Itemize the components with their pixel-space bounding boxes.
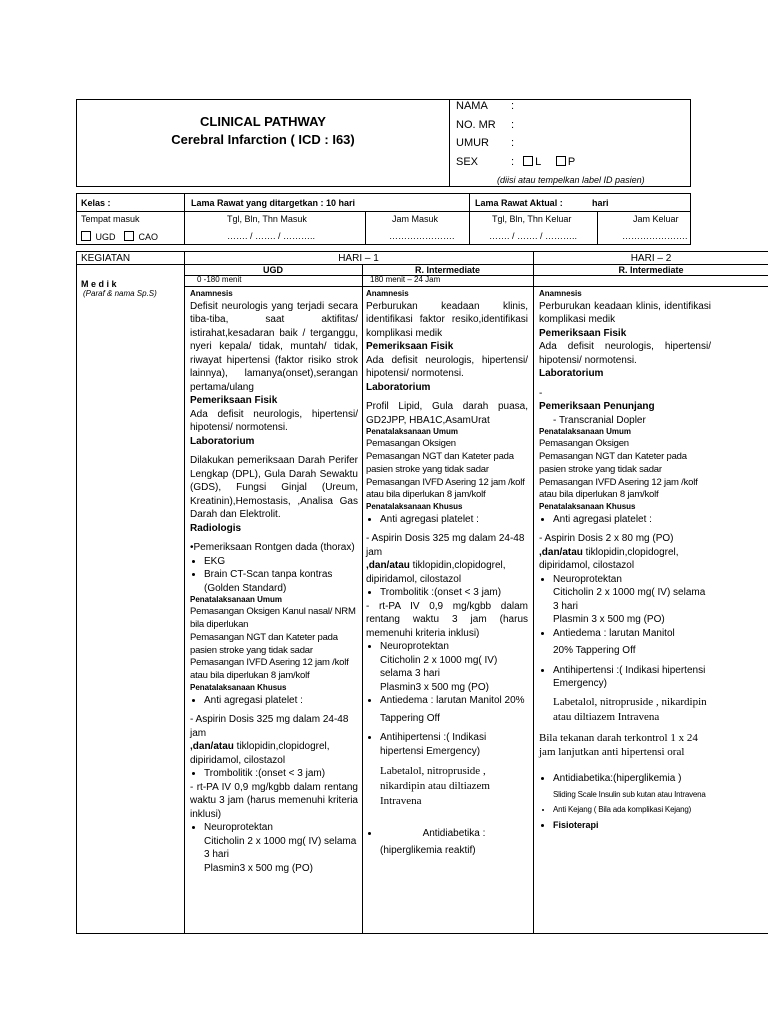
cao-checkbox[interactable] — [124, 231, 134, 241]
tgl-keluar-label: Tgl, Bln, Thn Keluar — [492, 214, 572, 224]
paraf-label: (Paraf & nama Sp.S) — [83, 289, 157, 298]
hari1-header: HARI – 1 — [338, 253, 379, 264]
pu-item: Pemasangan Oksigen Kanul nasal/ NRM bila diperlukan — [190, 606, 356, 630]
tgl-keluar-input[interactable]: ……. / ……. / ……….. — [489, 231, 578, 241]
tgl-masuk-label: Tgl, Bln, Thn Masuk — [227, 214, 307, 224]
tempat-options: UGD CAO — [81, 231, 158, 242]
lab-text: Profil Lipid, Gula darah puasa, GD2JPP, HBA1C,AsamUrat — [366, 401, 528, 426]
header-divider — [449, 100, 450, 186]
aspirin-text: - Aspirin Dosis 325 mg dalam 24-48 jam — [366, 533, 525, 558]
radiologis-heading: Radiologis — [190, 522, 242, 534]
hari2-header: HARI – 2 — [630, 253, 672, 264]
plasmin-text: Plasmin3 x 500 mg (PO) — [380, 681, 489, 693]
ugd-header: UGD — [263, 265, 283, 275]
tgl-masuk-input[interactable]: ……. / ……. / ……….. — [227, 231, 316, 241]
time-rint: 180 menit – 24 Jam — [370, 275, 441, 284]
anamnesis-heading: Anamnesis — [366, 289, 409, 298]
pu-item: Pemasangan Oksigen — [539, 438, 629, 450]
pemfis-text: Ada defisit neurologis, hipertensi/ hipotensi/ normotensi. — [366, 354, 528, 380]
lab-heading: Laboratorium — [366, 381, 431, 393]
lab-heading: Laboratorium — [190, 435, 255, 447]
pemfis-heading: Pemeriksaan Fisik — [366, 341, 454, 353]
pu-item: Pemasangan NGT dan Kateter pada pasien stroke yang tidak sadar — [190, 631, 338, 656]
plasmin-text: Plasmin 3 x 500 mg (PO) — [553, 614, 665, 626]
antidiab-item: • Antidiabetika:(hiperglikemia ) — [553, 772, 711, 786]
pemfis-text: Ada defisit neurologis, hipertensi/ hipotensi/ normotensi. — [190, 408, 358, 434]
anamnesis-heading: Anamnesis — [539, 289, 582, 298]
aspirin-text: - Aspirin Dosis 325 mg dalam 24-48 jam — [190, 714, 349, 739]
plasmin-text: Plasmin3 x 500 mg (PO) — [204, 862, 313, 874]
lab-heading: Laboratorium — [539, 368, 604, 380]
field-nama[interactable]: NAMA : — [456, 100, 515, 112]
anamnesis-text: Perburukan keadaan klinis, identifikasi faktor resiko,identifikasi komplikasi medik — [366, 300, 528, 339]
anamnesis-text: Defisit neurologis yang terjadi secara tiba-tiba, saat aktifitas/ istirahat,kesadaran baik / terganggu, nyeri kepala/ tidak, muntah/ tidak, riwayat hipertensi (faktor risiko strok lainnya), lamanya(onset),serangan pertama/ulang — [190, 300, 358, 393]
patient-header — [76, 99, 691, 187]
field-sex: SEX : L P — [456, 156, 576, 168]
tiklo-text: ,dan/atau tiklopidin,clopidogrel, dipiridamol, cilostazol — [190, 741, 330, 766]
pemfis-heading: Pemeriksaan Fisik — [539, 327, 627, 339]
jam-keluar-input[interactable]: …………………. — [622, 231, 688, 241]
ugd-checkbox[interactable] — [81, 231, 91, 241]
tapering-text: Tappering Off — [380, 712, 440, 724]
lab-dash: - — [539, 387, 543, 399]
rint-header: R. Intermediate — [414, 265, 481, 275]
neuro-item: • Neuroprotektan — [204, 821, 358, 835]
pk-heading: Penatalaksanaan Khusus — [366, 502, 463, 512]
aspirin-text: - Aspirin Dosis 2 x 80 mg (PO) — [539, 533, 674, 545]
pk-item: • Anti agregasi platelet : — [553, 513, 711, 527]
neuro-item: • Neuroprotektan — [553, 573, 711, 587]
trombo-item: • Trombolitik :(onset < 3 jam) — [204, 767, 358, 781]
jam-masuk-input[interactable]: …………………. — [389, 231, 455, 241]
pk-item: • Anti agregasi platelet : — [204, 694, 358, 708]
field-no-mr[interactable]: NO. MR : — [456, 119, 515, 131]
labetalol-text: Labetalol, nitropruside , nikardipin atau diltiazem Intravena — [553, 695, 707, 723]
citi-text: Citicholin 2 x 1000 mg( IV) selama 3 hari — [204, 835, 357, 861]
jam-keluar-label: Jam Keluar — [633, 214, 679, 224]
antihip-item: • Antihipertensi :( Indikasi hipertensi Emergency) — [553, 664, 711, 691]
sex-l-checkbox[interactable] — [523, 156, 533, 166]
pathway-title: CLINICAL PATHWAY — [200, 114, 326, 129]
fisio-item: • Fisioterapi — [553, 819, 711, 831]
pathway-table — [76, 251, 768, 934]
pathway-subtitle: Cerebral Infarction ( ICD : I63) — [171, 132, 355, 147]
medik-label: M e d i k — [81, 279, 117, 289]
antidiab-text: (hiperglikemia reaktif) — [380, 845, 476, 857]
pemfis-text: Ada defisit neurologis, hipertensi/ hipotensi/ normotensi. — [539, 341, 711, 366]
rint2-header: R. Intermediate — [618, 265, 684, 275]
rint2-column — [539, 289, 711, 832]
bila-text: Bila tekanan darah terkontrol 1 x 24 jam lanjutkan anti hipertensi oral — [539, 731, 698, 759]
labetalol-text: Labetalol, nitropruside , nikardipin atau diltiazem Intravena — [380, 765, 490, 808]
antihip-item: • Antihipertensi :( Indikasi hipertensi Emergency) — [380, 731, 528, 758]
rtpa-text: - rt-PA IV 0,9 mg/kgbb dalam rentang waktu 3 jam (harus memenuhi kriteria inklusi) — [190, 781, 358, 820]
tiklo-text: ,dan/atau tiklopidin,clopidogrel, dipiridamol, cilostazol — [366, 560, 506, 585]
pu-item: Pemasangan NGT dan Kateter pada pasien stroke yang tidak sadar — [539, 450, 687, 475]
hari-label: hari — [592, 198, 609, 208]
jam-masuk-label: Jam Masuk — [392, 214, 439, 224]
rtpa-text: - rt-PA IV 0,9 mg/kgbb dalam rentang waktu 3 jam (harus memenuhi kriteria inklusi) — [366, 600, 528, 639]
tcd-text: - Transcranial Dopler — [553, 414, 646, 426]
pemfis-heading: Pemeriksaan Fisik — [190, 395, 278, 407]
pu-item: Pemasangan IVFD Asering 12 jam /kolf atau bila diperlukan 8 jam/kolf — [190, 657, 349, 682]
sliding-text: Sliding Scale Insulin sub kutan atau Intravena — [553, 789, 706, 799]
pu-item: Pemasangan NGT dan Kateter pada pasien stroke yang tidak sadar — [366, 450, 514, 475]
tempat-masuk-label: Tempat masuk — [81, 214, 140, 224]
rad-item: • Brain CT-Scan tanpa kontras (Golden Standard) — [204, 568, 358, 595]
admission-info — [76, 193, 691, 245]
citi-text: Citicholin 2 x 1000 mg( IV) selama 3 hari — [553, 587, 706, 612]
kejang-item: • Anti Kejang ( Bila ada komplikasi Kejang) — [553, 805, 711, 816]
kelas-label: Kelas : — [81, 198, 111, 208]
citi-text: Citicholin 2 x 1000 mg( IV) selama 3 hari — [380, 654, 498, 680]
kegiatan-header: KEGIATAN — [81, 253, 131, 264]
antiedema-item: • Antiedema : larutan Manitol — [553, 627, 711, 641]
pu-heading: Penatalaksanaan Umum — [190, 595, 283, 605]
neuro-item: • Neuroprotektan — [380, 640, 528, 654]
anamnesis-heading: Anamnesis — [190, 289, 233, 298]
pk-item: • Anti agregasi platelet : — [380, 513, 528, 527]
time-ugd: 0 -180 menit — [197, 275, 242, 284]
tiklo-text: ,dan/atau tiklopidin,clopidogrel, dipiridamol, cilostazol — [539, 546, 679, 572]
pu-item: Pemasangan IVFD Asering 12 jam /kolf atau bila diperlukan 8 jam/kolf — [539, 476, 698, 501]
rad-item: •Pemeriksaan Rontgen dada (thorax) — [190, 542, 355, 554]
pu-heading: Penatalaksanaan Umum — [366, 427, 459, 437]
rint1-column — [366, 289, 528, 858]
tapering-text: 20% Tappering Off — [553, 645, 636, 657]
sex-p-checkbox[interactable] — [556, 156, 566, 166]
pu-item: Pemasangan IVFD Asering 12 jam /kolf atau bila diperlukan 8 jam/kolf — [366, 476, 525, 501]
field-umur[interactable]: UMUR : — [456, 137, 515, 149]
antiedema-item: • Antiedema : larutan Manitol 20% — [380, 694, 528, 708]
lab-text: Dilakukan pemeriksaan Darah Perifer Lengkap (DPL), Gula Darah Sewaktu (GDS), Fungsi Ginjal (Ureum, Kreatinin),Hemostasis, ,Analisa Gas Darah dan Elektrolit. — [190, 455, 358, 521]
ugd-column — [190, 289, 358, 875]
pu-heading: Penatalaksanaan Umum — [539, 427, 632, 437]
pk-heading: Penatalaksanaan Khusus — [539, 502, 636, 512]
antidiab-item: • Antidiabetika : — [380, 827, 528, 841]
anamnesis-text: Perburukan keadaan klinis, identifikasi komplikasi medik — [539, 300, 711, 326]
trombo-item: • Trombolitik :(onset < 3 jam) — [380, 586, 528, 600]
id-label-note: (diisi atau tempelkan label ID pasien) — [497, 175, 645, 185]
pk-heading: Penatalaksanaan Khusus — [190, 682, 287, 692]
penunjang-heading: Pemeriksaan Penunjang — [539, 401, 655, 413]
lama-target: Lama Rawat yang ditargetkan : 10 hari — [191, 198, 356, 208]
lama-aktual: Lama Rawat Aktual : — [475, 198, 563, 208]
rad-item: • EKG — [204, 555, 358, 569]
pu-item: Pemasangan Oksigen — [366, 438, 456, 450]
